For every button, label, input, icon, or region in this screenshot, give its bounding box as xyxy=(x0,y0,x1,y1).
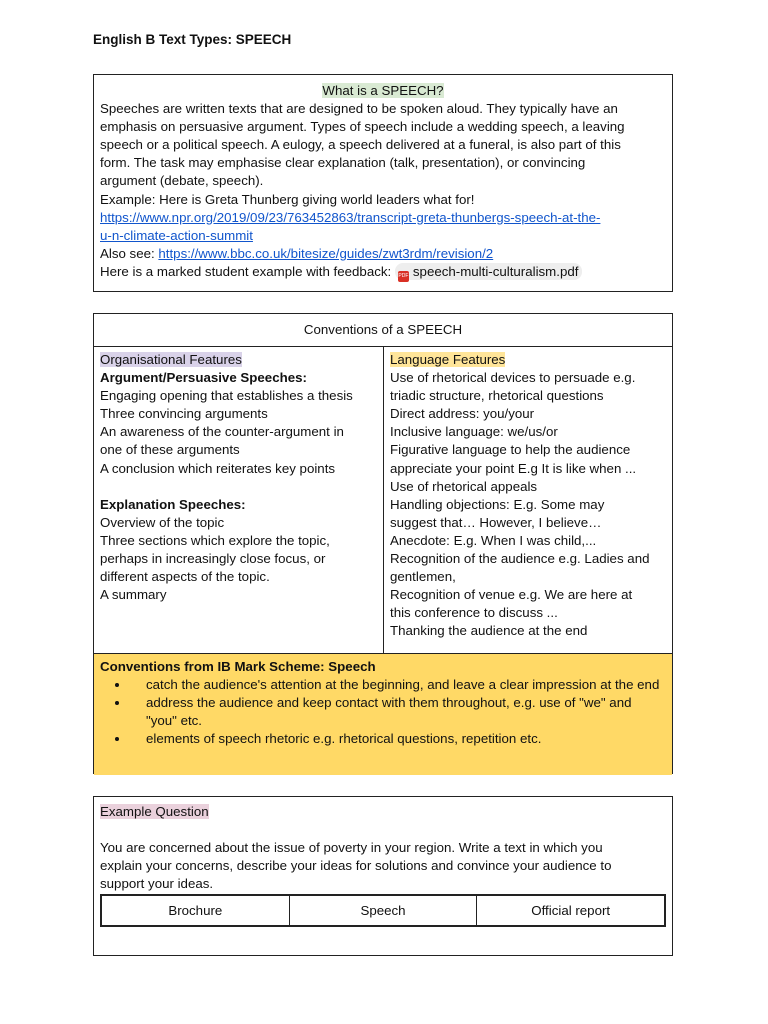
pdf-name: speech-multi-culturalism.pdf xyxy=(412,263,579,279)
list-line: triadic structure, rhetorical questions xyxy=(390,388,604,404)
npr-link[interactable]: https://www.npr.org/2019/09/23/763452863/transcript-greta-thunbergs-speech-at-the- xyxy=(100,209,601,225)
page-title: English B Text Types: SPEECH xyxy=(93,32,292,47)
ib-heading: Conventions from IB Mark Scheme: Speech xyxy=(100,659,376,674)
organisational-features-cell xyxy=(94,347,384,653)
list-line: gentlemen, xyxy=(390,569,456,585)
example-heading: Example Question xyxy=(100,804,209,819)
body-text: argument (debate, speech). xyxy=(100,173,264,189)
option-official-report: Official report xyxy=(531,903,611,918)
list-line: Figurative language to help the audience xyxy=(390,442,631,458)
question-text: explain your concerns, describe your ideas for solutions and convince your audience to xyxy=(100,858,612,874)
list-line: Anecdote: E.g. When I was child,... xyxy=(390,532,597,548)
option-brochure: Brochure xyxy=(102,896,290,925)
list-line: this conference to discuss ... xyxy=(390,605,558,621)
question-text: support your ideas. xyxy=(100,876,214,892)
ib-mark-scheme-cell xyxy=(94,654,672,775)
list-line: Recognition of the audience e.g. Ladies and xyxy=(390,551,650,567)
list-line: one of these arguments xyxy=(100,442,240,458)
section-heading: What is a SPEECH? xyxy=(322,83,444,98)
list-line: An awareness of the counter-argument in xyxy=(100,424,344,440)
conventions-heading: Conventions of a SPEECH xyxy=(94,314,672,347)
body-text: emphasis on persuasive argument. Types of speech include a wedding speech, a leaving xyxy=(100,119,625,135)
body-text: Example: Here is Greta Thunberg giving world leaders what for! xyxy=(100,191,475,207)
pdf-attachment-chip[interactable] xyxy=(395,263,583,280)
list-line: suggest that… However, I believe… xyxy=(390,514,602,530)
list-line: appreciate your point E.g It is like when ... xyxy=(390,460,637,476)
subheading: Explanation Speeches: xyxy=(100,496,246,512)
list-line: Thanking the audience at the end xyxy=(390,623,588,639)
language-features-cell xyxy=(384,347,672,653)
list-line: Use of rhetorical devices to persuade e.g. xyxy=(390,370,636,386)
text-type-options-table xyxy=(100,894,666,927)
student-example-label: Here is a marked student example with feedback: xyxy=(100,263,395,279)
list-line: different aspects of the topic. xyxy=(100,569,270,585)
ib-item: • address the audience and keep contact with them throughout, e.g. use of "we" and "you" etc. xyxy=(130,694,666,730)
ib-item: • elements of speech rhetoric e.g. rhetorical questions, repetition etc. xyxy=(130,730,666,748)
question-text: You are concerned about the issue of poverty in your region. Write a text in which you xyxy=(100,840,603,856)
list-line: perhaps in increasingly close focus, or xyxy=(100,550,326,566)
list-line: Handling objections: E.g. Some may xyxy=(390,496,605,512)
list-line: Inclusive language: we/us/or xyxy=(390,424,558,440)
pdf-icon: PDF xyxy=(398,271,409,282)
list-line: Engaging opening that establishes a thesis xyxy=(100,388,353,404)
list-line: Three sections which explore the topic, xyxy=(100,532,330,548)
conventions-box xyxy=(93,313,673,774)
bbc-link[interactable]: https://www.bbc.co.uk/bitesize/guides/zwt3rdm/revision/2 xyxy=(158,245,494,261)
what-is-speech-box xyxy=(93,74,673,292)
body-text: Speeches are written texts that are designed to be spoken aloud. They typically have an xyxy=(100,101,618,117)
list-line: Overview of the topic xyxy=(100,514,225,530)
list-line: Use of rhetorical appeals xyxy=(390,478,538,494)
language-heading: Language Features xyxy=(390,352,506,367)
example-question-box xyxy=(93,796,673,956)
list-line: A conclusion which reiterates key points xyxy=(100,460,336,476)
list-line: A summary xyxy=(100,587,167,603)
list-line: Direct address: you/your xyxy=(390,406,535,422)
list-line: Three convincing arguments xyxy=(100,406,268,422)
body-text: form. The task may emphasise clear explanation (talk, presentation), or convincing xyxy=(100,155,586,171)
subheading: Argument/Persuasive Speeches: xyxy=(100,370,307,386)
organisational-heading: Organisational Features xyxy=(100,352,242,367)
ib-item: • catch the audience's attention at the beginning, and leave a clear impression at the end xyxy=(130,676,666,694)
also-see-label: Also see: xyxy=(100,245,159,261)
npr-link-cont[interactable]: u-n-climate-action-summit xyxy=(100,227,253,243)
body-text: speech or a political speech. A eulogy, a speech delivered at a funeral, is also part of this xyxy=(100,137,621,153)
list-line: Recognition of venue e.g. We are here at xyxy=(390,587,633,603)
option-speech: Speech xyxy=(290,896,478,925)
